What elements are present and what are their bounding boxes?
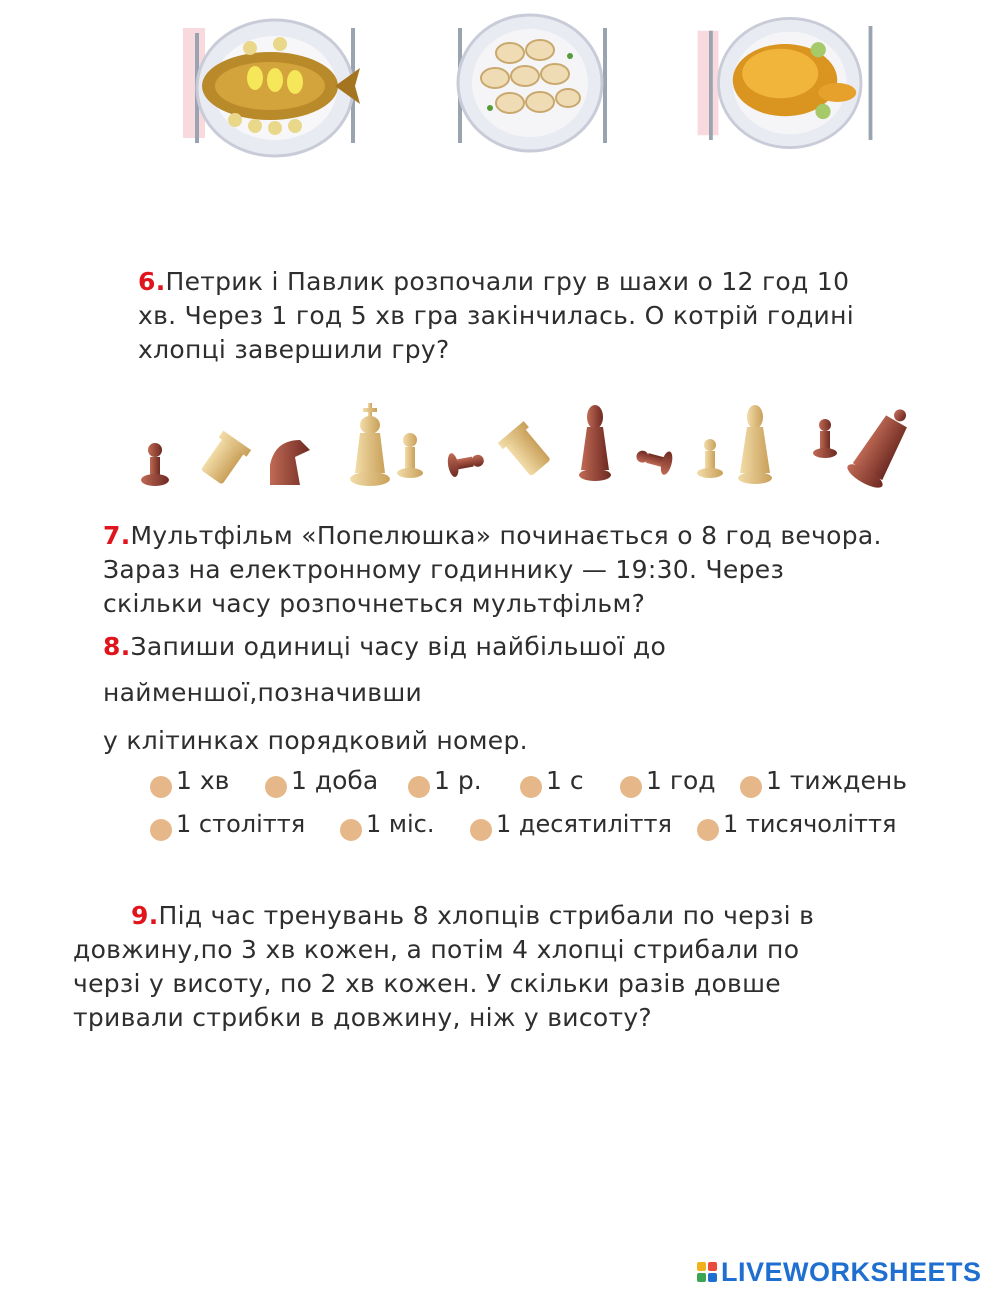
time-unit-item — [520, 766, 584, 795]
task-text-line: хлопці завершили гру? — [138, 335, 450, 364]
time-unit-label: 1 тисячоліття — [723, 810, 897, 838]
roast-chicken-plate-image — [690, 8, 880, 158]
order-number-cell[interactable] — [740, 776, 762, 798]
pawn-piece — [446, 448, 486, 478]
rook-piece — [498, 421, 554, 479]
time-unit-item — [408, 766, 482, 795]
task-text-line: скільки часу розпочнеться мультфільм? — [103, 589, 646, 618]
task-text-line: Мультфільм «Попелюшка» починається о 8 год вечора. — [130, 521, 882, 550]
task-number: 7. — [103, 521, 131, 550]
time-unit-label: 1 доба — [291, 766, 379, 795]
time-unit-label: 1 р. — [434, 766, 482, 795]
task-7 — [103, 519, 883, 621]
task-number: 8. — [103, 632, 131, 661]
time-unit-item — [150, 810, 305, 838]
rook-piece — [197, 431, 251, 487]
dumplings-plate-image — [430, 8, 620, 158]
time-unit-label: 1 десятиліття — [496, 810, 672, 838]
task-text-line: у клітинках порядковий номер. — [103, 726, 528, 755]
queen-piece — [844, 400, 920, 492]
task-text-line: Петрик і Павлик розпочали гру в шахи о 12 год 10 — [165, 267, 850, 296]
logo-text: LIVEWORKSHEETS — [721, 1256, 982, 1287]
time-unit-label: 1 тиждень — [766, 766, 907, 795]
pawn-piece — [634, 443, 675, 475]
time-unit-label: 1 с — [546, 766, 584, 795]
task-text-line: Під час тренувань 8 хлопців стрибали по черзі в — [158, 901, 815, 930]
time-unit-label: 1 хв — [176, 766, 230, 795]
time-unit-item — [620, 766, 716, 795]
knight-piece — [270, 440, 310, 485]
task-6 — [138, 265, 878, 367]
bishop-piece — [579, 405, 611, 481]
time-unit-label: 1 год — [646, 766, 716, 795]
order-number-cell[interactable] — [265, 776, 287, 798]
pawn-piece — [697, 439, 723, 478]
task-number: 6. — [138, 267, 166, 296]
task-text-line: хв. Через 1 год 5 хв гра закінчилась. О котрій годині — [138, 301, 854, 330]
order-number-cell[interactable] — [150, 776, 172, 798]
task-9 — [73, 899, 873, 1035]
task-text-line: довжину,по 3 хв кожен, а потім 4 хлопці стрибали по — [73, 935, 800, 964]
time-unit-item — [470, 810, 672, 838]
king-piece — [350, 403, 390, 486]
order-number-cell[interactable] — [470, 819, 492, 841]
order-number-cell[interactable] — [340, 819, 362, 841]
chess-pieces-image — [135, 395, 925, 500]
order-number-cell[interactable] — [520, 776, 542, 798]
pawn-piece — [397, 433, 423, 478]
time-unit-item — [150, 766, 229, 795]
task-text-line: черзі у висоту, по 2 хв кожен. У скільки разів довше — [73, 969, 781, 998]
time-unit-item — [740, 766, 907, 795]
order-number-cell[interactable] — [620, 776, 642, 798]
time-units-row-2 — [0, 810, 1000, 850]
order-number-cell[interactable] — [408, 776, 430, 798]
task-text-line: Зараз на електронному годиннику — 19:30. Через — [103, 555, 785, 584]
task-text-line: найменшої,позначивши — [103, 678, 423, 707]
time-unit-item — [697, 810, 896, 838]
task-number: 9. — [131, 901, 159, 930]
pawn-piece — [141, 443, 169, 486]
time-unit-item — [340, 810, 435, 838]
liveworksheets-logo[interactable] — [697, 1255, 982, 1289]
time-unit-label: 1 століття — [176, 810, 306, 838]
order-number-cell[interactable] — [697, 819, 719, 841]
fish-plate-image — [175, 8, 365, 158]
order-number-cell[interactable] — [150, 819, 172, 841]
time-unit-item — [265, 766, 378, 795]
task-text-line: Запиши одиниці часу від найбільшої до — [130, 632, 667, 661]
time-units-row-1 — [0, 766, 1000, 806]
logo-blocks-icon — [697, 1262, 717, 1282]
task-8-line-1 — [103, 630, 883, 664]
time-unit-label: 1 міс. — [366, 810, 435, 838]
bishop-piece — [738, 405, 772, 484]
pawn-piece — [813, 419, 837, 458]
task-text-line: тривали стрибки в довжину, ніж у висоту? — [73, 1003, 652, 1032]
